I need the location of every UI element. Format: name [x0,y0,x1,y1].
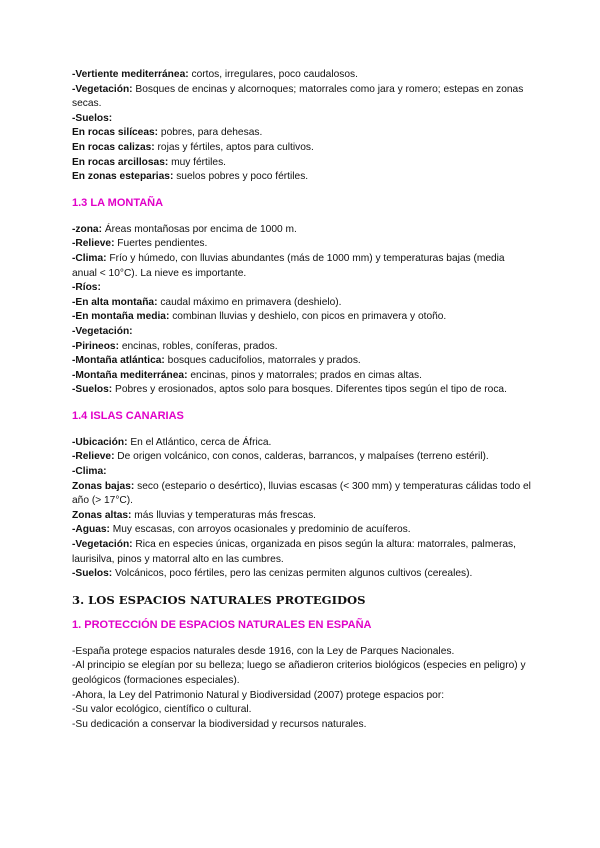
rios-label: -Ríos: [72,282,101,294]
suelos-montana-item: -Suelos: Pobres y erosionados, aptos solo para bosques. Diferentes tipos según el tipo de roca. [72,384,507,396]
alta-montana-item: -En alta montaña: caudal máximo en primavera (deshielo). [72,296,342,308]
espacios-p1: -España protege espacios naturales desde 1916, con la Ley de Parques Nacionales. [72,645,455,657]
montana-heading: 1.3 LA MONTAÑA [72,196,164,209]
relieve-canarias-item: -Relieve: De origen volcánico, con conos, calderas, barrancos, y malpaíses (terreno estéril). [72,451,489,463]
proteccion-subheading: 1. PROTECCIÓN DE ESPACIOS NATURALES EN ESPAÑA [72,618,372,631]
espacios-p3: -Ahora, la Ley del Patrimonio Natural y Biodiversidad (2007) protege espacios por: [72,689,445,701]
esteparias-item: En zonas esteparias: suelos pobres y poco fértiles. [72,171,309,183]
atlantica-item: -Montaña atlántica: bosques caducifolios, matorrales y prados. [72,355,361,367]
vertiente-label: -Vertiente mediterránea: [72,69,189,80]
zonas-bajas-item: Zonas bajas: seco (estepario o desértico), lluvias escasas (< 300 mm) y temperaturas cálidas todo el año (> 17°C). [72,480,531,507]
relieve-item: -Relieve: Fuertes pendientes. [72,238,208,250]
vegetacion-canarias-item: -Vegetación: Rica en especies únicas, organizada en pisos según la altura: matorrales, palmeras, laurisilva, pinos y matorral alto en las cumbres. [72,539,516,565]
vegetacion-montana-label: -Vegetación: [72,325,133,337]
vertiente-text: cortos, irregulares, poco caudalosos. [188,69,358,80]
media-montana-item: -En montaña media: combinan lluvias y deshielo, con picos en primavera y otoño. [72,311,447,323]
vertiente-item [72,68,532,83]
pirineos-item: -Pirineos: encinas, robles, coníferas, prados. [72,340,278,352]
canarias-heading: 1.4 ISLAS CANARIAS [72,409,184,422]
clima-item: -Clima: Frío y húmedo, con lluvias abundantes (más de 1000 mm) y temperaturas bajas (media anual < 10°C). La nieve es importante. [72,252,505,279]
vegetacion-text: Bosques de encinas y alcornoques; matorrales como jara y romero; estepas en zonas secas. [72,83,524,110]
document-page [72,68,532,732]
vegetacion-label: -Vegetación: [72,83,133,95]
espacios-p2: -Al principio se elegían por su belleza; luego se añadieron criterios biológicos (especies en peligro) y geológicos (formaciones especiales). [72,660,526,686]
mediterranea-item: -Montaña mediterránea: encinas, pinos y matorrales; prados en cimas altas. [72,369,422,381]
arcillosas-item: En rocas arcillosas: muy fértiles. [72,156,227,168]
ubicacion-item: -Ubicación: En el Atlántico, cerca de África. [72,436,272,448]
calizas-item: En rocas calizas: rojas y fértiles, aptos para cultivos. [72,141,314,153]
espacios-p4: -Su valor ecológico, científico o cultural. [72,704,252,716]
espacios-p5: -Su dedicación a conservar la biodiversidad y recursos naturales. [72,718,367,730]
suelos-canarias-item: -Suelos: Volcánicos, poco fértiles, pero las cenizas permiten algunos cultivos (cereales). [72,568,473,580]
aguas-item: -Aguas: Muy escasas, con arroyos ocasionales y predominio de acuíferos. [72,524,411,536]
zona-item: -zona: Áreas montañosas por encima de 1000 m. [72,223,297,235]
vegetacion-item [72,83,532,112]
clima-canarias-label: -Clima: [72,466,107,478]
espacios-heading: 3. LOS ESPACIOS NATURALES PROTEGIDOS [72,592,366,607]
suelos-label: -Suelos: [72,112,113,124]
siliceas-item: En rocas silíceas: pobres, para dehesas. [72,127,263,139]
zonas-altas-item: Zonas altas: más lluvias y temperaturas más frescas. [72,509,317,521]
